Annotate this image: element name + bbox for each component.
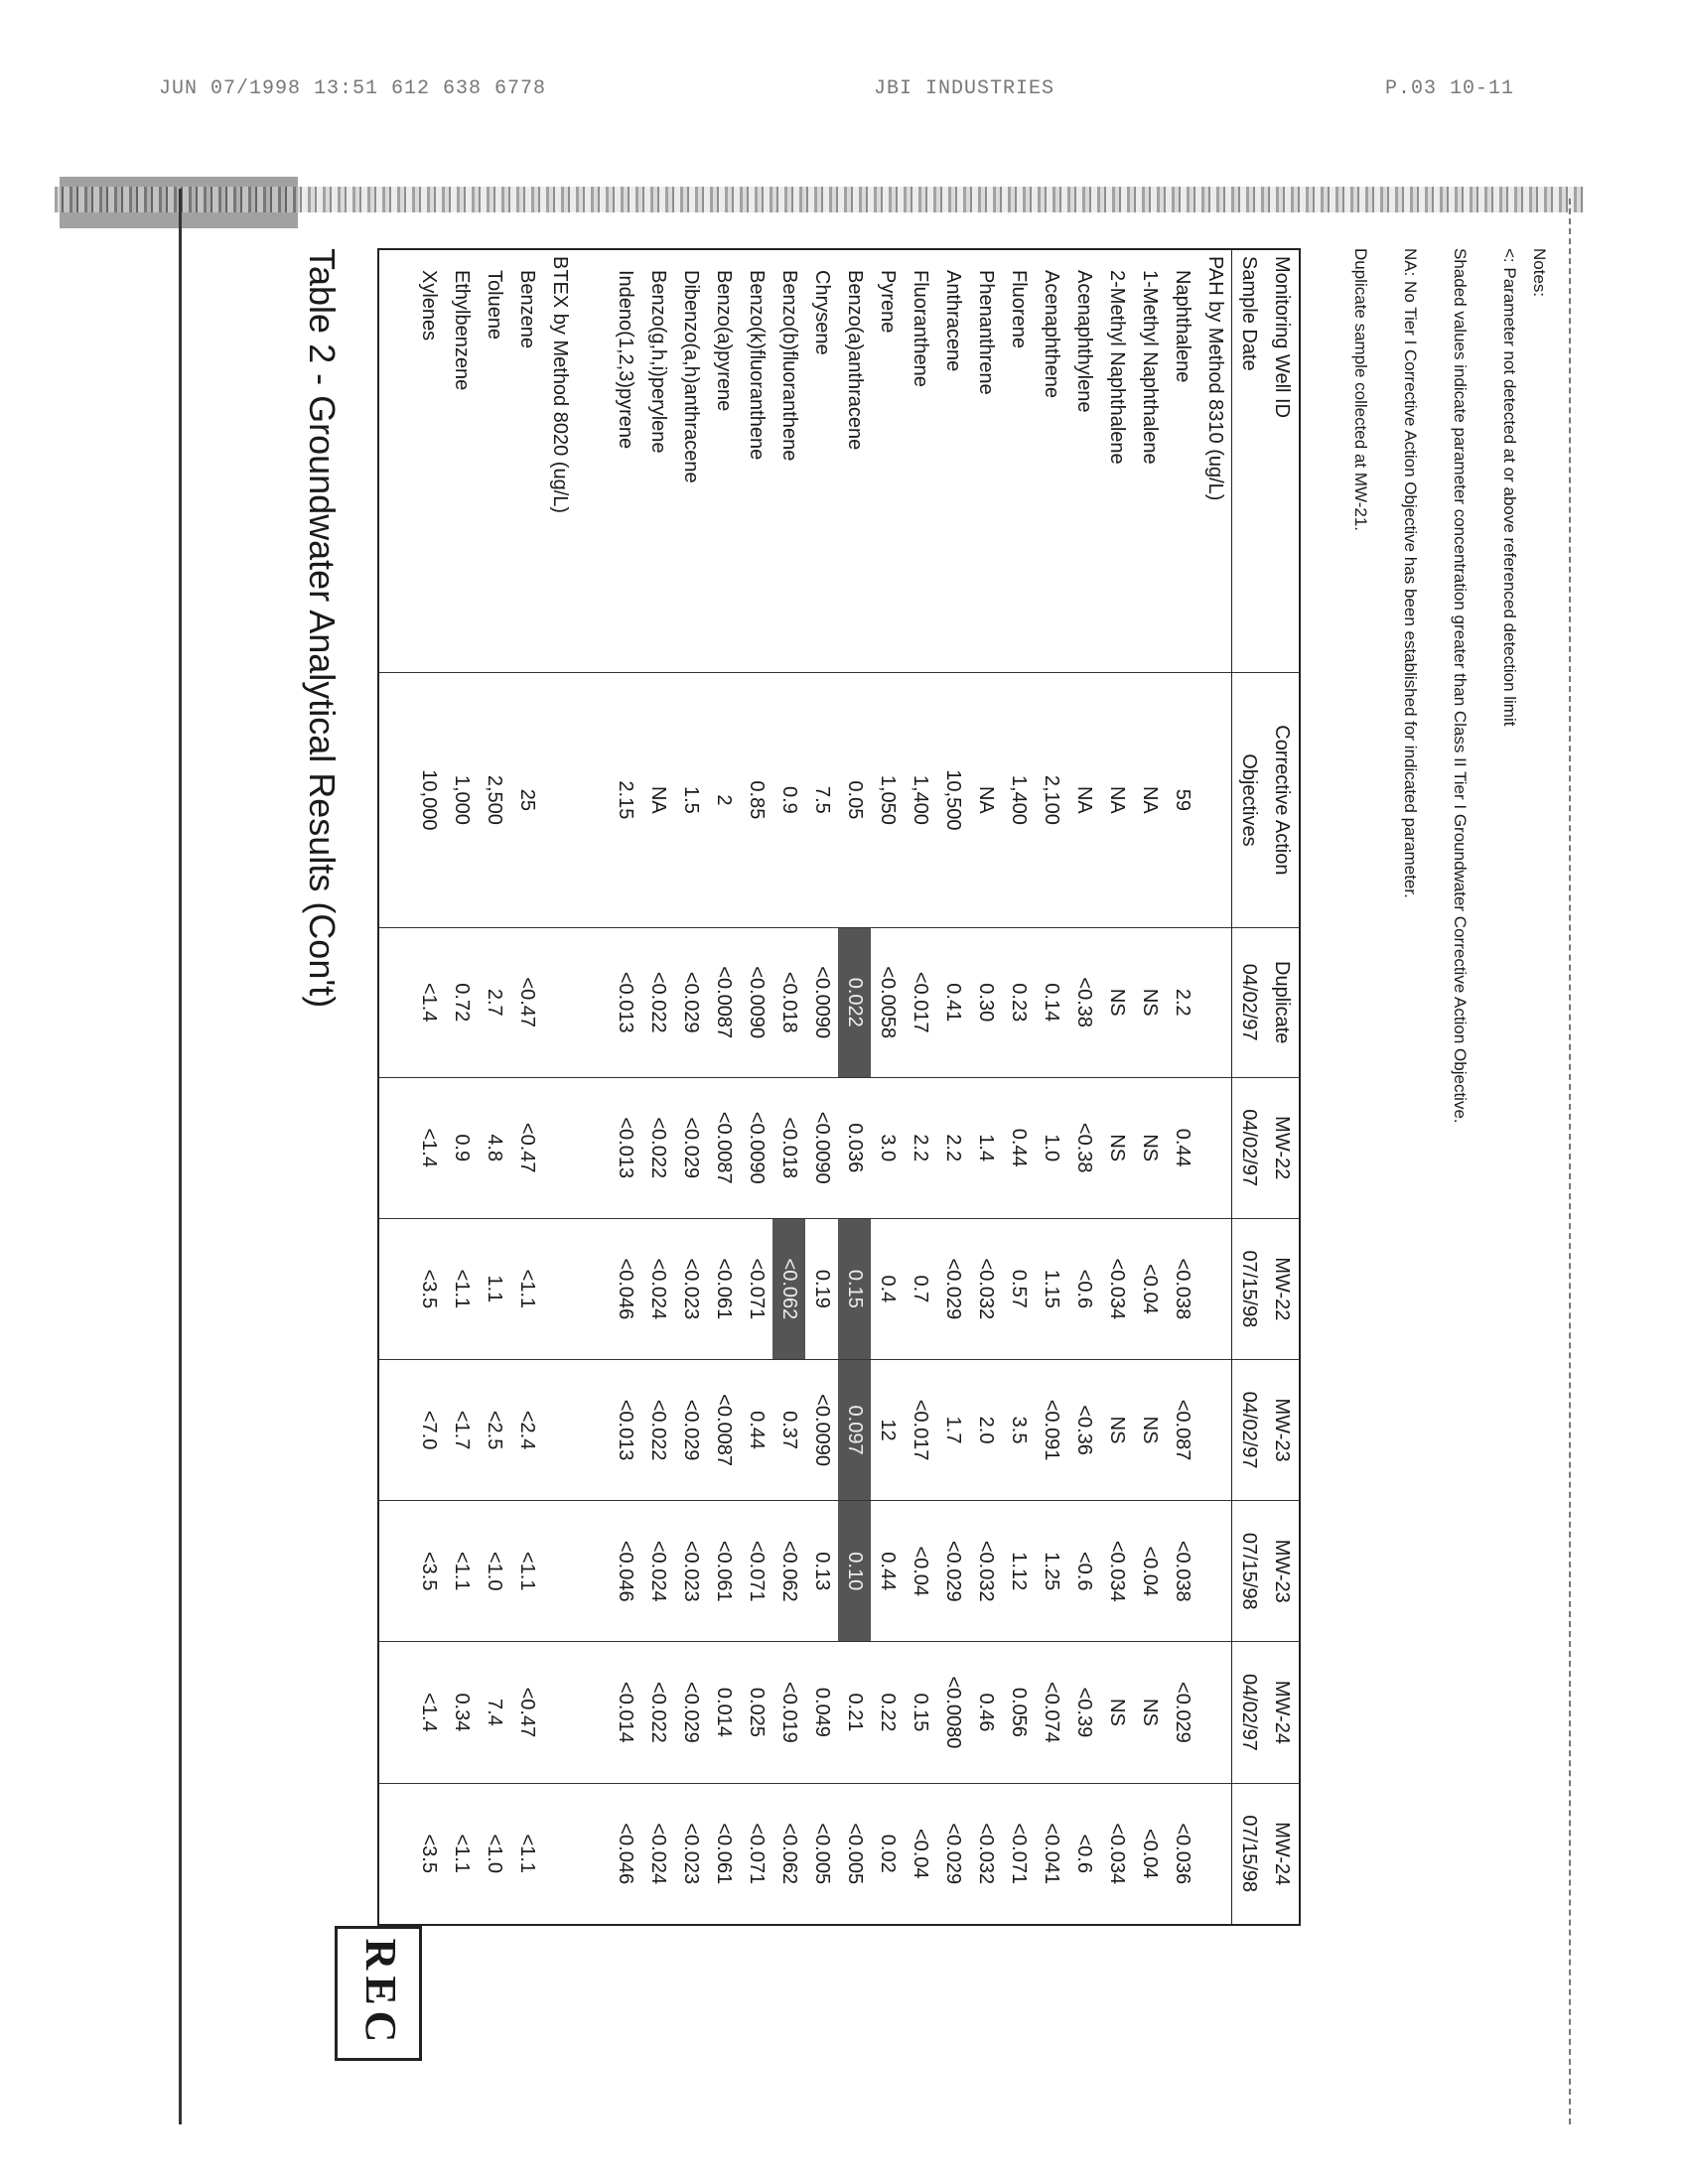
objective-value: 1,050 [871, 672, 904, 927]
parameter-name: Benzo(a)pyrene [713, 270, 736, 412]
result-value: <1.1 [446, 1501, 479, 1642]
result-value: <0.029 [675, 1642, 708, 1783]
result-value: NS [1133, 927, 1166, 1077]
result-value: <0.091 [1035, 1359, 1067, 1500]
table-row [773, 249, 806, 1925]
result-value: <0.47 [511, 927, 544, 1077]
result-value: <0.032 [969, 1783, 1002, 1925]
table-row [610, 249, 642, 1925]
result-value: 0.44 [1002, 1077, 1035, 1218]
header-cell: 07/15/98 [1232, 1218, 1266, 1359]
result-value: 3.0 [871, 1077, 904, 1218]
result-value: <0.0087 [708, 1359, 741, 1500]
result-value: <0.023 [675, 1218, 708, 1359]
result-value: 1.1 [479, 1218, 511, 1359]
result-value: <3.5 [413, 1501, 446, 1642]
result-value: <7.0 [413, 1359, 446, 1500]
result-value: 0.02 [871, 1783, 904, 1925]
results-table-body [378, 249, 1300, 1925]
section-title: BTEX by Method 8020 (ug/L) [549, 256, 572, 514]
result-value: 1.15 [1035, 1218, 1067, 1359]
objective-value: 59 [1166, 672, 1198, 927]
header-label: Monitoring Well ID [1271, 256, 1294, 419]
fax-header [0, 0, 1684, 129]
result-value: <0.032 [969, 1218, 1002, 1359]
note-item: NA: No Tier I Corrective Action Objective has been established for indicated parameter. [1401, 248, 1420, 898]
result-value: <0.013 [610, 927, 642, 1077]
result-value: 2.2 [904, 1077, 936, 1218]
result-value: 0.46 [969, 1642, 1002, 1783]
objective-value: 10,000 [413, 672, 446, 927]
table-row [642, 249, 675, 1925]
section-title-row [1198, 249, 1232, 1925]
objective-value: 7.5 [805, 672, 838, 927]
section-title: PAH by Method 8310 (ug/L) [1203, 256, 1226, 501]
result-value: 7.4 [479, 1642, 511, 1783]
result-value: <0.029 [936, 1218, 969, 1359]
result-value: <0.029 [675, 1359, 708, 1500]
header-cell: 07/15/98 [1232, 1783, 1266, 1925]
header-cell: 04/02/97 [1232, 927, 1266, 1077]
objective-value: 1,400 [904, 672, 936, 927]
result-value: <0.38 [1067, 927, 1100, 1077]
rotated-page [298, 218, 1589, 2049]
result-value: 0.30 [969, 927, 1002, 1077]
result-value: <0.019 [773, 1642, 806, 1783]
result-value: <0.061 [708, 1218, 741, 1359]
result-value: <0.47 [511, 1077, 544, 1218]
result-value: <0.005 [805, 1783, 838, 1925]
objective-value: 0.85 [741, 672, 773, 927]
header-cell: MW-24 [1266, 1642, 1300, 1783]
result-value: <0.39 [1067, 1642, 1100, 1783]
parameter-name: Naphthalene [1171, 270, 1193, 383]
result-value: 0.44 [871, 1501, 904, 1642]
result-value: 0.7 [904, 1218, 936, 1359]
result-value: 0.097 [838, 1359, 871, 1500]
result-value: <0.47 [511, 1642, 544, 1783]
result-value: 0.13 [805, 1501, 838, 1642]
result-value: <1.4 [413, 1077, 446, 1218]
result-value: <3.5 [413, 1783, 446, 1925]
result-value: <0.0090 [741, 927, 773, 1077]
result-value: <1.7 [446, 1359, 479, 1500]
result-value: <0.022 [642, 1077, 675, 1218]
table-row [708, 249, 741, 1925]
table-row [904, 249, 936, 1925]
result-value: 2.7 [479, 927, 511, 1077]
result-value: <0.014 [610, 1642, 642, 1783]
result-value: 0.37 [773, 1359, 806, 1500]
parameter-name: Ethylbenzene [451, 270, 474, 391]
result-value: <0.013 [610, 1359, 642, 1500]
result-value: <0.062 [773, 1783, 806, 1925]
result-value: <0.36 [1067, 1359, 1100, 1500]
objective-value: 2,100 [1035, 672, 1067, 927]
result-value: <0.0090 [805, 927, 838, 1077]
result-value: <0.04 [904, 1783, 936, 1925]
result-value: <1.4 [413, 927, 446, 1077]
result-value: <1.1 [511, 1501, 544, 1642]
header-cell: Duplicate [1266, 927, 1300, 1077]
parameter-name: Benzo(k)fluoranthene [746, 270, 769, 461]
result-value: <0.061 [708, 1783, 741, 1925]
header-cell: 07/15/98 [1232, 1501, 1266, 1642]
result-value: <0.013 [610, 1077, 642, 1218]
result-value: 0.056 [1002, 1642, 1035, 1783]
result-value: <0.04 [1133, 1218, 1166, 1359]
spacer-row [577, 249, 610, 1925]
result-value: <0.034 [1100, 1783, 1133, 1925]
result-value: 0.72 [446, 927, 479, 1077]
parameter-name: Benzo(g,h,i)perylene [647, 270, 670, 454]
parameter-name: Pyrene [876, 270, 899, 334]
result-value: <1.0 [479, 1783, 511, 1925]
table-row [479, 249, 511, 1925]
objective-value: 0.9 [773, 672, 806, 927]
result-value: 0.57 [1002, 1218, 1035, 1359]
section-title-row [544, 249, 577, 1925]
table-row [413, 249, 446, 1925]
result-value: 2.0 [969, 1359, 1002, 1500]
notes-title: Notes: [1530, 248, 1549, 298]
parameter-name: Acenaphthylene [1072, 270, 1095, 413]
spacer-row [378, 249, 413, 1925]
table-row [446, 249, 479, 1925]
fax-header-center: JBI INDUSTRIES [874, 77, 1055, 100]
objective-value: NA [642, 672, 675, 927]
parameter-name: 2-Methyl Naphthalene [1105, 270, 1128, 465]
result-value: <0.38 [1067, 1077, 1100, 1218]
header-cell: MW-22 [1266, 1218, 1300, 1359]
header-label: Sample Date [1232, 249, 1266, 672]
result-value: <0.0090 [805, 1077, 838, 1218]
result-value: <0.074 [1035, 1642, 1067, 1783]
result-value: <0.6 [1067, 1218, 1100, 1359]
result-value: <0.023 [675, 1783, 708, 1925]
result-value: 0.4 [871, 1218, 904, 1359]
objective-value: 2 [708, 672, 741, 927]
result-value: <0.062 [773, 1218, 806, 1359]
objective-value: 0.05 [838, 672, 871, 927]
result-value: NS [1100, 1359, 1133, 1500]
result-value: NS [1100, 1077, 1133, 1218]
table-row [1100, 249, 1133, 1925]
result-value: <0.022 [642, 1359, 675, 1500]
parameter-name: Benzene [516, 270, 539, 348]
result-value: <0.017 [904, 927, 936, 1077]
parameter-name: Anthracene [941, 270, 964, 372]
table-row [838, 249, 871, 1925]
result-value: <0.005 [838, 1783, 871, 1925]
parameter-name: Benzo(a)anthracene [843, 270, 866, 451]
result-value: <0.04 [1133, 1501, 1166, 1642]
table-row [936, 249, 969, 1925]
result-value: <0.017 [904, 1359, 936, 1500]
result-value: <0.022 [642, 1642, 675, 1783]
result-value: 0.21 [838, 1642, 871, 1783]
result-value: 0.15 [838, 1218, 871, 1359]
notes [1321, 248, 1549, 1837]
result-value: 0.14 [1035, 927, 1067, 1077]
objective-value: 1.5 [675, 672, 708, 927]
result-value: <0.0080 [936, 1642, 969, 1783]
result-value: <0.071 [1002, 1783, 1035, 1925]
objective-value: 2,500 [479, 672, 511, 927]
table-row [969, 249, 1002, 1925]
result-value: 4.8 [479, 1077, 511, 1218]
result-value: 1.25 [1035, 1501, 1067, 1642]
result-value: NS [1100, 1642, 1133, 1783]
result-value: 0.15 [904, 1642, 936, 1783]
header-cell: 04/02/97 [1232, 1077, 1266, 1218]
result-value: NS [1100, 927, 1133, 1077]
table-row [1035, 249, 1067, 1925]
result-value: 12 [871, 1359, 904, 1500]
result-value: 0.19 [805, 1218, 838, 1359]
result-value: <0.071 [741, 1783, 773, 1925]
result-value: <0.087 [1166, 1359, 1198, 1500]
table-row [871, 249, 904, 1925]
table-row [675, 249, 708, 1925]
result-value: <0.6 [1067, 1783, 1100, 1925]
parameter-name: Toluene [484, 270, 506, 341]
result-value: 1.12 [1002, 1501, 1035, 1642]
result-value: <1.1 [446, 1783, 479, 1925]
table-title: Table 2 - Groundwater Analytical Results (Con't) [302, 248, 343, 1009]
header-cell: MW-23 [1266, 1501, 1300, 1642]
result-value: <0.046 [610, 1501, 642, 1642]
table-row [741, 249, 773, 1925]
header-cell: MW-23 [1266, 1359, 1300, 1500]
parameter-name: Fluoranthene [909, 270, 931, 387]
result-value: <0.022 [642, 927, 675, 1077]
objective-value: 1,000 [446, 672, 479, 927]
parameter-name: Chrysene [810, 270, 833, 355]
result-value: <0.046 [610, 1218, 642, 1359]
result-value: <0.024 [642, 1783, 675, 1925]
result-value: 1.0 [1035, 1077, 1067, 1218]
result-value: <2.4 [511, 1359, 544, 1500]
objective-value: NA [969, 672, 1002, 927]
result-value: <0.071 [741, 1501, 773, 1642]
note-item: Shaded values indicate parameter concentration greater than Class II Tier I Groundwater Corrective Action Objective. [1451, 248, 1470, 1124]
result-value: <0.024 [642, 1218, 675, 1359]
result-value: <0.029 [936, 1783, 969, 1925]
result-value: 0.10 [838, 1501, 871, 1642]
result-value: <0.018 [773, 1077, 806, 1218]
result-value: <2.5 [479, 1359, 511, 1500]
result-value: <0.6 [1067, 1501, 1100, 1642]
result-value: NS [1133, 1642, 1166, 1783]
table-row [1067, 249, 1100, 1925]
result-value: 0.049 [805, 1642, 838, 1783]
result-value: 0.34 [446, 1642, 479, 1783]
table-row [1002, 249, 1035, 1925]
result-value: <0.062 [773, 1501, 806, 1642]
result-value: NS [1133, 1359, 1166, 1500]
parameter-name: Dibenzo(a,h)anthracene [680, 270, 703, 483]
fax-header-right: P.03 10-11 [1385, 77, 1515, 100]
result-value: <0.0090 [741, 1077, 773, 1218]
objective-value: 2.15 [610, 672, 642, 927]
result-value: <0.038 [1166, 1501, 1198, 1642]
table-row [1166, 249, 1198, 1925]
scan-noise-band [55, 187, 1584, 212]
table-row [805, 249, 838, 1925]
note-item: <: Parameter not detected at or above referenced detection limit [1500, 248, 1519, 727]
parameter-name: Fluorene [1007, 270, 1030, 348]
objective-value: NA [1067, 672, 1100, 927]
result-value: <0.034 [1100, 1218, 1133, 1359]
note-item: Duplicate sample collected at MW-21. [1351, 248, 1370, 532]
result-value: 0.44 [1166, 1077, 1198, 1218]
parameter-name: Phenanthrene [974, 270, 997, 395]
header-cell: Objectives [1232, 672, 1266, 927]
result-value: <0.04 [904, 1501, 936, 1642]
table-header-row [1266, 249, 1300, 1925]
objective-value: 1,400 [1002, 672, 1035, 927]
result-value: NS [1133, 1077, 1166, 1218]
result-value: <0.0058 [871, 927, 904, 1077]
result-value: 1.4 [969, 1077, 1002, 1218]
result-value: 1.7 [936, 1359, 969, 1500]
result-value: <0.046 [610, 1783, 642, 1925]
result-value: <0.0087 [708, 927, 741, 1077]
result-value: <0.071 [741, 1218, 773, 1359]
result-value: <1.1 [446, 1218, 479, 1359]
result-value: 0.014 [708, 1642, 741, 1783]
result-value: <1.0 [479, 1501, 511, 1642]
result-value: <1.1 [511, 1783, 544, 1925]
result-value: 0.9 [446, 1077, 479, 1218]
fax-header-left: JUN 07/1998 13:51 612 638 6778 [159, 77, 547, 100]
results-table [377, 248, 1301, 1926]
result-value: <0.018 [773, 927, 806, 1077]
result-value: <0.029 [1166, 1642, 1198, 1783]
header-cell: Corrective Action [1266, 672, 1300, 927]
objective-value: NA [1100, 672, 1133, 927]
parameter-name: Acenaphthene [1040, 270, 1062, 399]
parameter-name: Indeno(1,2,3)pyrene [615, 270, 637, 450]
result-value: 0.44 [741, 1359, 773, 1500]
result-value: 0.22 [871, 1642, 904, 1783]
objective-value: 25 [511, 672, 544, 927]
result-value: 0.022 [838, 927, 871, 1077]
result-value: <3.5 [413, 1218, 446, 1359]
result-value: <0.023 [675, 1501, 708, 1642]
parameter-name: 1-Methyl Naphthalene [1138, 270, 1161, 465]
result-value: <0.034 [1100, 1501, 1133, 1642]
result-value: <1.4 [413, 1642, 446, 1783]
table-row [1133, 249, 1166, 1925]
rec-logo: REC [335, 1926, 422, 2061]
result-value: <0.061 [708, 1501, 741, 1642]
header-cell: MW-24 [1266, 1783, 1300, 1925]
result-value: <0.029 [675, 1077, 708, 1218]
header-cell: 04/02/97 [1232, 1642, 1266, 1783]
result-value: <0.029 [675, 927, 708, 1077]
result-value: <0.041 [1035, 1783, 1067, 1925]
result-value: 0.025 [741, 1642, 773, 1783]
result-value: 0.41 [936, 927, 969, 1077]
result-value: <0.024 [642, 1501, 675, 1642]
table-row [511, 249, 544, 1925]
header-cell: MW-22 [1266, 1077, 1300, 1218]
result-value: <0.036 [1166, 1783, 1198, 1925]
parameter-name: Benzo(b)fluoranthene [778, 270, 800, 462]
result-value: <0.038 [1166, 1218, 1198, 1359]
result-value: <1.1 [511, 1218, 544, 1359]
result-value: <0.0087 [708, 1077, 741, 1218]
result-value: <0.032 [969, 1501, 1002, 1642]
result-value: 0.23 [1002, 927, 1035, 1077]
result-value: 0.036 [838, 1077, 871, 1218]
parameter-name: Xylenes [418, 270, 441, 341]
result-value: 2.2 [1166, 927, 1198, 1077]
result-value: <0.0090 [805, 1359, 838, 1500]
result-value: <0.029 [936, 1501, 969, 1642]
result-value: 3.5 [1002, 1359, 1035, 1500]
page-frame-left [179, 189, 182, 2124]
table-header-row [1232, 249, 1266, 1925]
result-value: <0.04 [1133, 1783, 1166, 1925]
objective-value: 10,500 [936, 672, 969, 927]
objective-value: NA [1133, 672, 1166, 927]
header-cell: 04/02/97 [1232, 1359, 1266, 1500]
result-value: 2.2 [936, 1077, 969, 1218]
